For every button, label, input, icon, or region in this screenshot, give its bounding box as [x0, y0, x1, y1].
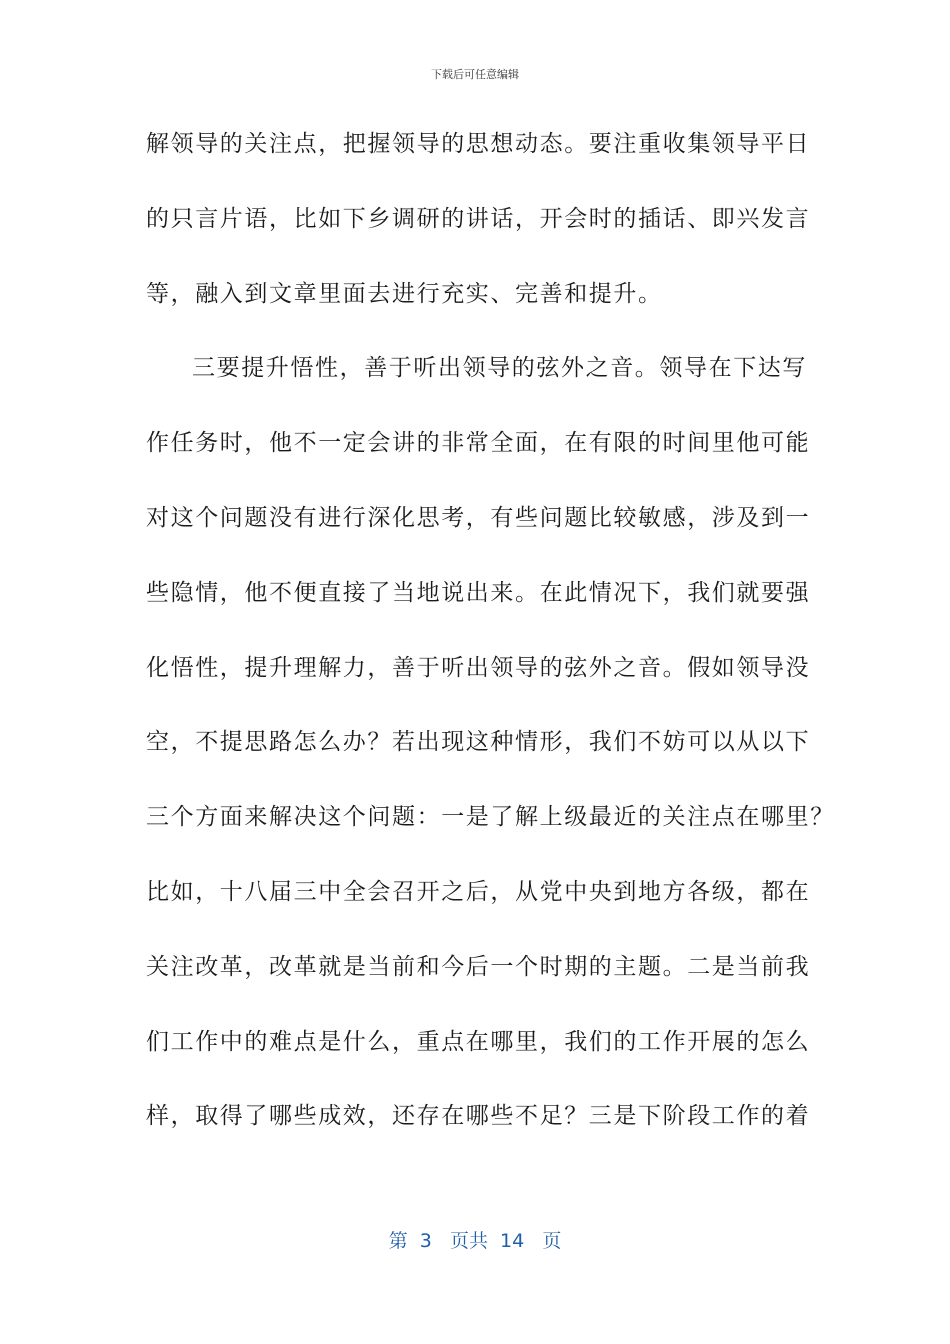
- paragraph-line: 对这个问题没有进行深化思考，有些问题比较敏感，涉及到一: [146, 504, 811, 531]
- paragraph-line: 的只言片语，比如下乡调研的讲话，开会时的插话、即兴发言: [146, 205, 811, 232]
- footer-suffix: 页: [542, 1230, 562, 1252]
- paragraph-line: 作任务时，他不一定会讲的非常全面，在有限的时间里他可能: [146, 430, 811, 457]
- paragraph-line: 等，融入到文章里面去进行充实、完善和提升。: [146, 280, 663, 307]
- footer-middle: 页共: [449, 1230, 488, 1252]
- paragraph-line: 样，取得了哪些成效，还存在哪些不足？三是下阶段工作的着: [146, 1103, 811, 1130]
- paragraph-line: 化悟性，提升理解力，善于听出领导的弦外之音。假如领导没: [146, 654, 811, 681]
- footer-prefix: 第: [388, 1230, 408, 1252]
- paragraph-line: 比如，十八届三中全会召开之后，从党中央到地方各级，都在: [146, 878, 811, 905]
- paragraph-line: 关注改革，改革就是当前和今后一个时期的主题。二是当前我: [146, 953, 811, 980]
- paragraph-line: 些隐情，他不便直接了当地说出来。在此情况下，我们就要强: [146, 579, 811, 606]
- paragraph-line: 解领导的关注点，把握领导的思想动态。要注重收集领导平日: [146, 131, 811, 157]
- header-note: 下载后可任意编辑: [431, 68, 519, 81]
- document-body: [146, 124, 835, 1171]
- current-page-number: 3: [419, 1230, 432, 1252]
- paragraph-line: 三个方面来解决这个问题：一是了解上级最近的关注点在哪里？: [146, 804, 835, 831]
- page-footer: [0, 1226, 950, 1253]
- total-pages-number: 14: [500, 1230, 525, 1252]
- paragraph-line: 空，不提思路怎么办？若出现这种情形，我们不妨可以从以下: [146, 729, 811, 756]
- paragraph-line: 三要提升悟性，善于听出领导的弦外之音。领导在下达写: [192, 355, 807, 382]
- paragraph-line: 们工作中的难点是什么，重点在哪里，我们的工作开展的怎么: [146, 1028, 811, 1055]
